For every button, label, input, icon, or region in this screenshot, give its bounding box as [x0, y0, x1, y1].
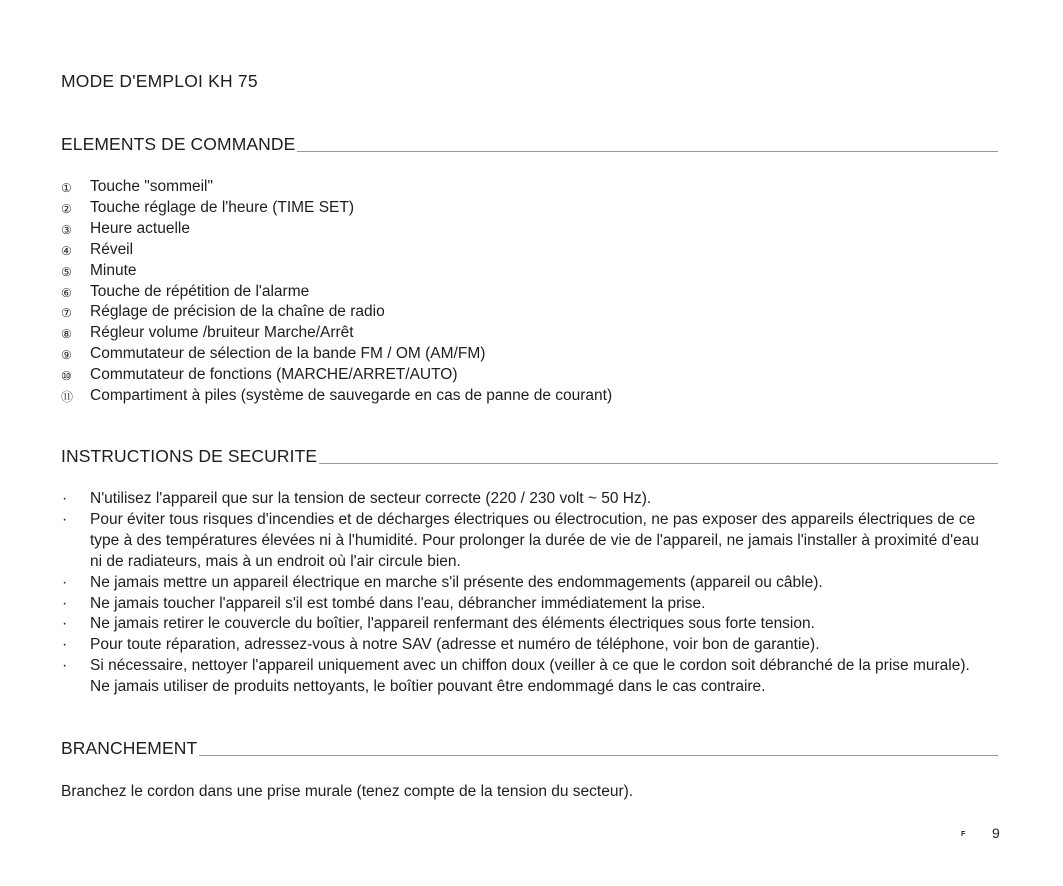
- item-text: Pour éviter tous risques d'incendies et de décharges électriques ou électrocution, ne pas exposer des appareils électriques de ce type à des températures élevées ni à l'humidité. Pour prolonger la durée de vie de l'appareil, ne jamais l'installer à proximité d'eau ni de radiateurs, mais à un endroit où l'air circule bien.: [90, 510, 979, 570]
- bullet: ·: [62, 615, 68, 633]
- item-number: ⑨: [61, 348, 72, 363]
- item-text: N'utilisez l'appareil que sur la tension de secteur correcte (220 / 230 volt ~ 50 Hz).: [90, 490, 652, 507]
- item-number: ③: [61, 222, 72, 237]
- item-text: Touche "sommeil": [90, 178, 213, 195]
- item-text: Commutateur de sélection de la bande FM / OM (AM/FM): [90, 345, 486, 363]
- connection-text: Branchez le cordon dans une prise murale (tenez compte de la tension du secteur).: [61, 783, 634, 800]
- item-text: Ne jamais retirer le couvercle du boîtier, l'appareil renfermant des éléments électriques sous forte tension.: [90, 615, 815, 633]
- item-number: ⑪: [61, 390, 74, 405]
- list-item: [61, 344, 612, 365]
- controls-list: [61, 177, 612, 407]
- bullet: ·: [62, 573, 68, 591]
- list-item: [61, 489, 991, 510]
- heading-rule: [319, 463, 998, 464]
- list-item: [61, 386, 612, 407]
- list-item: [61, 198, 612, 219]
- heading-rule: [297, 151, 998, 152]
- bullet: ·: [62, 636, 68, 654]
- bullet: ·: [62, 657, 68, 675]
- item-text: Réglage de précision de la chaîne de radio: [90, 303, 385, 321]
- section-heading: ELEMENTS DE COMMANDE: [61, 134, 296, 154]
- safety-list: [61, 489, 991, 698]
- item-text: Touche de répétition de l'alarme: [90, 282, 310, 300]
- item-text: Commutateur de fonctions (MARCHE/ARRET/AUTO): [90, 366, 458, 384]
- item-number: ④: [61, 243, 72, 258]
- list-item: [61, 240, 612, 261]
- list-item: [61, 614, 991, 635]
- item-text: Touche réglage de l'heure (TIME SET): [90, 198, 354, 216]
- item-text: Réveil: [90, 240, 134, 258]
- item-text: Ne jamais mettre un appareil électrique en marche s'il présente des endommagements (appareil ou câble).: [90, 573, 823, 591]
- item-number: ②: [61, 201, 72, 216]
- heading-rule: [199, 755, 998, 756]
- section-heading: BRANCHEMENT: [61, 738, 198, 758]
- item-number: ⑧: [61, 327, 72, 342]
- bullet: ·: [62, 510, 68, 528]
- list-item: [61, 573, 991, 594]
- list-item: [61, 177, 612, 198]
- section-heading: INSTRUCTIONS DE SECURITE: [61, 446, 318, 466]
- item-text: Si nécessaire, nettoyer l'appareil uniquement avec un chiffon doux (veiller à ce que le cordon soit débranché de la prise murale). Ne jamais utiliser de produits nettoyants, le boîtier pouvant être endommagé dans le cas contraire.: [90, 657, 970, 696]
- section-header-safety: [61, 446, 998, 466]
- item-text: Compartiment à piles (système de sauvegarde en cas de panne de courant): [90, 387, 613, 405]
- list-item: [61, 510, 991, 573]
- item-number: ⑩: [61, 369, 72, 384]
- item-number: ①: [61, 181, 72, 195]
- list-item: [61, 635, 991, 656]
- item-text: Minute: [90, 261, 137, 279]
- item-number: ⑦: [61, 306, 72, 321]
- bullet: ·: [62, 594, 68, 612]
- item-text: Pour toute réparation, adressez-vous à notre SAV (adresse et numéro de téléphone, voir bon de garantie).: [90, 636, 820, 654]
- list-item: [61, 219, 612, 240]
- item-number: ⑤: [61, 264, 72, 279]
- page-title: MODE D'EMPLOI KH 75: [61, 71, 258, 91]
- item-text: Heure actuelle: [90, 219, 190, 237]
- item-text: Ne jamais toucher l'appareil s'il est tombé dans l'eau, débrancher immédiatement la prise.: [90, 594, 706, 612]
- bullet: ·: [62, 490, 68, 507]
- section-header-connection: [61, 738, 998, 758]
- page-number: 9: [992, 825, 1000, 841]
- list-item: [61, 656, 991, 698]
- item-number: ⑥: [61, 285, 72, 300]
- list-item: [61, 365, 612, 386]
- list-item: [61, 261, 612, 282]
- list-item: [61, 302, 612, 323]
- item-text: Régleur volume /bruiteur Marche/Arrêt: [90, 324, 354, 342]
- list-item: [61, 323, 612, 344]
- list-item: [61, 594, 991, 615]
- language-marker: F: [961, 831, 966, 838]
- list-item: [61, 282, 612, 303]
- section-header-controls: [61, 134, 998, 154]
